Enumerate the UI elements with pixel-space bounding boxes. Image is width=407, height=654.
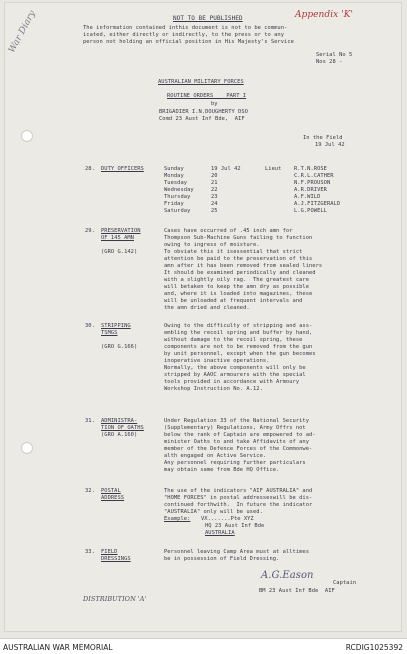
duty-date: 23 xyxy=(211,194,218,200)
section-body-line: Normally, the above components will only be xyxy=(164,365,306,371)
section-title: DUTY OFFICERS xyxy=(101,166,144,172)
notice-line: person not holding an official position in His Majesty's Service xyxy=(83,39,294,45)
duty-day: Thursday xyxy=(164,194,191,200)
duty-officer-name: R.T.N.ROSE xyxy=(294,166,327,172)
war-diary-annotation: War Diary xyxy=(7,9,38,55)
duty-day: Wednesday xyxy=(164,187,194,193)
orders-title: ROUTINE ORDERS PART I xyxy=(167,93,247,99)
not-published-stamp: NOT TO BE PUBLISHED xyxy=(173,15,243,22)
duty-rank: Lieut xyxy=(265,166,282,172)
section-body-line: Workshop Instruction No. A.12. xyxy=(164,386,263,392)
section-number: 31. xyxy=(85,418,95,424)
duty-officer-name: A.F.WILD xyxy=(294,194,321,200)
section-body-line: will betaken to keep the amn dry as possible xyxy=(164,284,309,290)
duty-date: 19 Jul 42 xyxy=(211,166,241,172)
section-body-line: inoperative inactive operations. xyxy=(164,358,270,364)
punch-hole xyxy=(21,442,33,454)
section-body-line: It should be examined periodically and cleaned xyxy=(164,270,316,276)
section-title: STRIPPING xyxy=(101,323,131,329)
duty-date: 20 xyxy=(211,173,218,179)
duty-officer-name: C.R.L.CATHER xyxy=(294,173,334,179)
section-number: 30. xyxy=(85,323,95,329)
section-title: ADMINISTRA- xyxy=(101,418,138,424)
section-body-line: tools provided in accordance with Armoury xyxy=(164,379,300,385)
section-body-line: amn after it has been removed from sealed liners xyxy=(164,263,323,269)
by-text: by xyxy=(211,101,218,107)
section-body-line: attention be paid to the preservation of this xyxy=(164,256,313,262)
section-body-line: by unit personnel, except when the gun becomes xyxy=(164,351,316,357)
section-title: PRESERVATION xyxy=(101,228,141,234)
duty-officer-name: L.G.POWELL xyxy=(294,208,327,214)
section-number: 29. xyxy=(85,228,95,234)
section-body-line: To obviate this it isessential that strict xyxy=(164,249,303,255)
example-label: Example: xyxy=(164,516,191,522)
section-body-line: components are not to be removed from the gun xyxy=(164,344,313,350)
notice-line: icated, either directly or indirectly, to the press or to any xyxy=(83,32,285,38)
signature: A.G.Eason xyxy=(261,570,314,581)
example-address-line: HQ 23 Aust Inf Bde xyxy=(205,523,265,529)
section-body-line: without damage to the recoil spring, these xyxy=(164,337,303,343)
section-reference: (GRO G.166) xyxy=(101,344,138,350)
section-number: 33. xyxy=(85,549,95,555)
duty-date: 22 xyxy=(211,187,218,193)
section-body-line: stripped by AAOC armourers with the special xyxy=(164,372,306,378)
duty-day: Sunday xyxy=(164,166,184,172)
command-title: Comd 23 Aust Inf Bde, AIF xyxy=(159,116,245,122)
section-body-line: "AUSTRALIA" only will be used. xyxy=(164,509,263,515)
archive-name: AUSTRALIAN WAR MEMORIAL xyxy=(3,643,113,652)
duty-date: 24 xyxy=(211,201,218,207)
section-body-line: continued forthwith. In future the indicator xyxy=(164,502,313,508)
section-title: FIELD xyxy=(101,549,118,555)
section-body-line: with a slightly oily rag. The greatest care xyxy=(164,277,309,283)
section-body-line: "HOME FORCES" in postal addresseswill be dis- xyxy=(164,495,313,501)
duty-officer-name: N.F.PROUSON xyxy=(294,180,331,186)
distribution-note: DISTRIBUTION 'A' xyxy=(83,595,147,603)
section-body-line: will be unloaded at frequent intervals and xyxy=(164,298,303,304)
record-id: RCDIG1025392 xyxy=(345,643,403,652)
appendix-annotation: Appendix 'K' xyxy=(295,10,353,20)
section-body-line: the amn dried and cleaned. xyxy=(164,305,250,311)
signatory-rank: Captain xyxy=(333,580,357,586)
section-body-line: be in possession of Field Dressing. xyxy=(164,556,280,562)
duty-officer-name: A.R.DRIVER xyxy=(294,187,327,193)
example-address-line: VX.......Pte XYZ xyxy=(201,516,254,522)
section-body-line: Owing to the difficulty of stripping and ass- xyxy=(164,323,313,329)
section-body-line: The use of the indicators "AIF AUSTRALIA" and xyxy=(164,488,313,494)
section-body-line: member of the Defence Forces of the Commonwe- xyxy=(164,446,313,452)
notice-line: The information contained inthis document is not to be commun- xyxy=(83,25,288,31)
duty-date: 21 xyxy=(211,180,218,186)
section-body-line: Personnel leaving Camp Area must at alltimes xyxy=(164,549,309,555)
section-body-line: minister Oaths to and take Affidavits of any xyxy=(164,439,309,445)
section-number: 32. xyxy=(85,488,95,494)
signatory-appointment: BM 23 Aust Inf Bde AIF xyxy=(259,588,335,594)
duty-day: Monday xyxy=(164,173,184,179)
section-body-line: below the rank of Captain are empowered to ad- xyxy=(164,432,316,438)
document-page xyxy=(4,2,402,632)
example-address-line: AUSTRALIA xyxy=(205,530,235,536)
section-body-line: Cases have occurred of .45 inch amn for xyxy=(164,228,293,234)
section-title: ADDRESS xyxy=(101,495,125,501)
order-date: 19 Jul 42 xyxy=(315,142,345,148)
duty-date: 25 xyxy=(211,208,218,214)
duty-day: Friday xyxy=(164,201,184,207)
duty-day: Saturday xyxy=(164,208,191,214)
unit-heading: AUSTRALIAN MILITARY FORCES xyxy=(158,79,244,85)
section-body-line: Any personnel requiring further particulars xyxy=(164,460,306,466)
place-text: In the Field xyxy=(303,135,343,141)
duty-officer-name: A.J.FITZGERALD xyxy=(294,201,341,207)
section-title: TION OF OATHS xyxy=(101,425,144,431)
section-body-line: (Supplementary) Regulations, Army Offrs not xyxy=(164,425,306,431)
punch-hole xyxy=(21,130,33,142)
section-title: OF 145 AMN xyxy=(101,235,134,241)
section-title: POSTAL xyxy=(101,488,121,494)
section-body-line: embling the recoil spring and buffer by hand, xyxy=(164,330,313,336)
section-reference: (GRO G.142) xyxy=(101,249,138,255)
section-body-line: Thompson Sub-Machine Guns failing to function xyxy=(164,235,313,241)
serial-number: Serial No 5 xyxy=(316,52,353,58)
section-title: TSMGS xyxy=(101,330,118,336)
section-reference: (GRO A.160) xyxy=(101,432,138,438)
section-number: 28. xyxy=(85,166,95,172)
section-body-line: owing to ingress of moisture. xyxy=(164,242,260,248)
order-numbers: Nos 28 - xyxy=(316,59,343,65)
commander-name: BRIGADIER I.N.DOUGHERTY DSO xyxy=(159,109,248,115)
section-body-line: Under Regulation 33 of the National Security xyxy=(164,418,309,424)
duty-day: Tuesday xyxy=(164,180,188,186)
section-body-line: may obtain same from Bde HQ Office. xyxy=(164,467,280,473)
section-title: DRESSINGS xyxy=(101,556,131,562)
section-body-line: and, where it is loaded into magazines, these xyxy=(164,291,313,297)
section-body-line: alth engaged on Active Service. xyxy=(164,453,267,459)
archive-footer xyxy=(0,638,407,654)
